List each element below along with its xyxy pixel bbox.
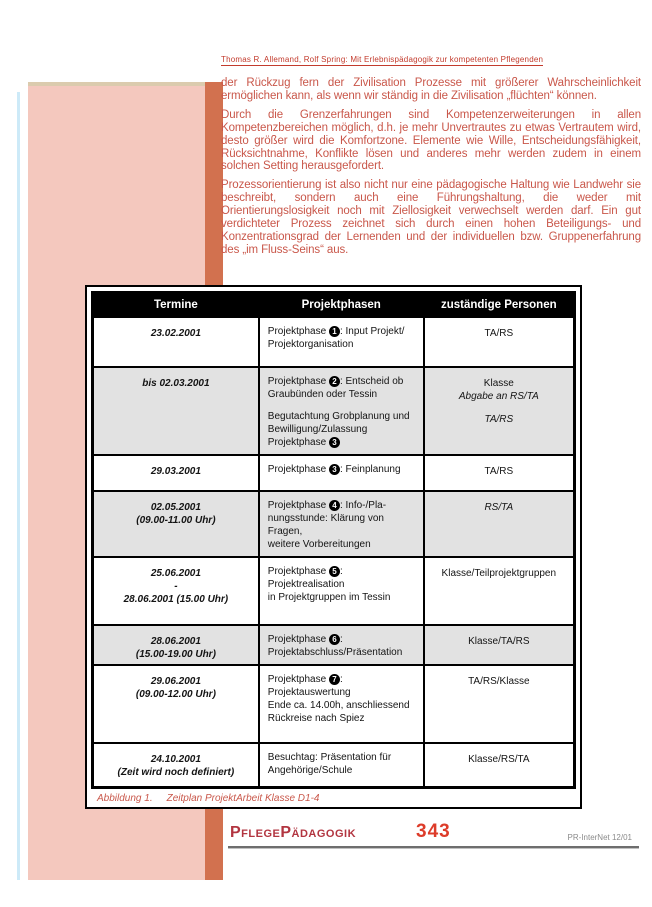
phase-cell — [259, 665, 424, 743]
date-line: bis 02.03.2001 — [142, 378, 210, 389]
date-cell — [93, 665, 259, 743]
body-text — [221, 77, 641, 263]
persons-line: Klasse/RS/TA — [468, 754, 530, 765]
phase-line: Projektabschluss/Präsentation — [267, 647, 403, 658]
phase-cell — [259, 491, 424, 557]
phase-line — [268, 401, 417, 410]
date-cell — [93, 317, 259, 367]
persons-cell — [424, 557, 575, 625]
table-row — [93, 625, 575, 665]
persons-line: TA/RS — [484, 328, 514, 339]
table-row — [93, 491, 575, 557]
date-line: (09.00-12.00 Uhr) — [135, 689, 216, 700]
table-row — [93, 665, 575, 743]
phase-line: Projektphase 4 : Info-/Pla- — [267, 500, 387, 511]
running-head — [221, 55, 641, 64]
phase-line: Projektphase 5 : Projektrealisation — [267, 566, 345, 590]
persons-line: Abgabe an RS/TA — [458, 391, 539, 402]
phase-line: in Projektgruppen im Tessin — [267, 592, 391, 603]
date-line: 28.06.2001 — [150, 636, 201, 647]
running-head-text: Thomas R. Allemand, Rolf Spring: Mit Erlebnispädagogik zur kompetenten Pflegenden — [221, 55, 544, 64]
phase-cell — [259, 367, 424, 455]
phase-line: Begutachtung Grobplanung und — [267, 411, 410, 422]
date-line: - — [174, 581, 178, 592]
phase-line: Bewilligung/Zulassung — [267, 424, 368, 435]
date-line: (Zeit wird noch definiert) — [117, 767, 235, 778]
date-line: 29.03.2001 — [150, 466, 201, 477]
phase-cell — [259, 455, 424, 491]
zeitplan-table — [91, 291, 576, 789]
persons-line: TA/RS/Klasse — [468, 676, 530, 687]
phase-line: Projektphase 7 : — [267, 674, 343, 685]
phase-number-icon: 4 — [329, 500, 340, 511]
phase-number-icon: 1 — [329, 326, 340, 337]
caption-label: Abbildung 1. — [97, 792, 153, 804]
phase-line: weitere Vorbereitungen — [267, 539, 371, 550]
persons-cell — [424, 455, 575, 491]
persons-line: RS/TA — [484, 502, 514, 513]
phase-number-icon: 7 — [329, 674, 340, 685]
phase-line: Graubünden oder Tessin — [267, 389, 378, 400]
phase-cell — [259, 557, 424, 625]
persons-cell — [424, 317, 575, 367]
date-cell — [93, 625, 259, 665]
phase-line: Projektphase 3 — [268, 436, 417, 449]
date-line: (15.00-19.00 Uhr) — [135, 649, 216, 660]
paragraph: Durch die Grenzerfahrungen sind Kompetenzerweiterungen in allen Kompetenzbereichen möglich, d.h. je mehr Unvertrautes zu etwas Vertrautem wird, desto größer wird die Komfortzone. Elemente wie Wille, Entscheidungsfähigkeit, Rücksichtnahme, Konflikte lösen und anderes mehr werden zudem in einem solchen Setting herausgefordert. — [221, 108, 641, 173]
footer-issue-label: PR-InterNet 12/01 — [567, 833, 632, 842]
persons-line: Klasse/TA/RS — [468, 636, 530, 647]
date-line: 25.06.2001 — [150, 568, 201, 579]
phase-number-icon: 3 — [329, 464, 340, 475]
caption-text: Zeitplan ProjektArbeit Klasse D1-4 — [166, 792, 320, 804]
date-line: 02.05.2001 — [150, 502, 201, 513]
phase-cell — [259, 625, 424, 665]
table-row — [93, 743, 575, 787]
figure-box — [85, 285, 582, 809]
footer-rule — [228, 846, 639, 849]
table-row — [93, 557, 575, 625]
date-line: (09.00-11.00 Uhr) — [136, 515, 216, 526]
persons-cell — [424, 367, 575, 455]
phase-line: Projektphase 3 : Feinplanung — [267, 464, 401, 475]
phase-cell — [259, 743, 424, 787]
persons-line: Klasse — [483, 378, 514, 389]
date-line: 28.06.2001 (15.00 Uhr) — [123, 594, 229, 605]
persons-line: TA/RS — [484, 414, 514, 425]
phase-line: Projektorganisation — [267, 339, 354, 350]
persons-line: TA/RS — [484, 466, 514, 477]
paragraph: Prozessorientierung ist also nicht nur eine pädagogische Haltung wie Landwehr sie beschreibt, sondern auch eine Führungshaltung, die weder mit Orientierungslosigkeit noch mit Ziellosigkeit verwechselt werden darf. Ein gut verdichteter Prozess zeichnet sich durch einen hohen Beteiligungs- und Konzentrationsgrad der Lernenden und der individuellen bzw. Gruppenerfahrung des „im Fluss-Seins“ aus. — [221, 179, 641, 256]
zeitplan-table-body — [93, 293, 575, 788]
column-header: Termine — [93, 293, 259, 318]
left-margin-line — [17, 92, 20, 880]
phase-line: Besuchtag: Präsentation für — [267, 752, 392, 763]
footer-journal-title: PflegePädagogik — [230, 824, 357, 841]
phase-line: Projektauswertung — [267, 687, 351, 698]
phase-line: Projektphase 1 : Input Projekt/ — [267, 326, 405, 337]
phase-cell — [259, 317, 424, 367]
column-header: zuständige Personen — [424, 293, 575, 318]
paragraph: der Rückzug fern der Zivilisation Prozesse mit größerer Wahrscheinlichkeit ermöglichen kann, als wenn wir ständig in die Zivilisation „flüchten“ können. — [221, 77, 641, 102]
persons-line: Klasse/Teilprojektgruppen — [441, 568, 557, 579]
persons-cell — [424, 665, 575, 743]
date-line: 24.10.2001 — [150, 754, 201, 765]
phase-line: Projektphase 6 : — [267, 634, 343, 645]
phase-number-icon: 6 — [329, 634, 340, 645]
column-header: Projektphasen — [259, 293, 424, 318]
phase-line: Rückreise nach Spiez — [267, 713, 365, 724]
table-row — [93, 317, 575, 367]
date-cell — [93, 557, 259, 625]
date-cell — [93, 367, 259, 455]
date-cell — [93, 455, 259, 491]
footer-page-number: 343 — [416, 821, 451, 842]
table-row — [93, 455, 575, 491]
date-line: 23.02.2001 — [150, 328, 201, 339]
phase-line: Ende ca. 14.00h, anschliessend — [267, 700, 410, 711]
date-line: 29.06.2001 — [150, 676, 201, 687]
phase-number-icon: 3 — [329, 437, 340, 448]
phase-number-icon: 2 — [329, 376, 340, 387]
persons-cell — [424, 625, 575, 665]
persons-cell — [424, 743, 575, 787]
phase-line: nungsstunde: Klärung von Fragen, — [267, 513, 384, 537]
table-row — [93, 367, 575, 455]
persons-cell — [424, 491, 575, 557]
date-cell — [93, 491, 259, 557]
date-cell — [93, 743, 259, 787]
phase-line: Angehörige/Schule — [267, 765, 353, 776]
table-header-row — [93, 293, 575, 318]
figure-caption — [97, 793, 580, 804]
phase-number-icon: 5 — [329, 566, 340, 577]
phase-line: Projektphase 2 : Entscheid ob — [267, 376, 404, 387]
